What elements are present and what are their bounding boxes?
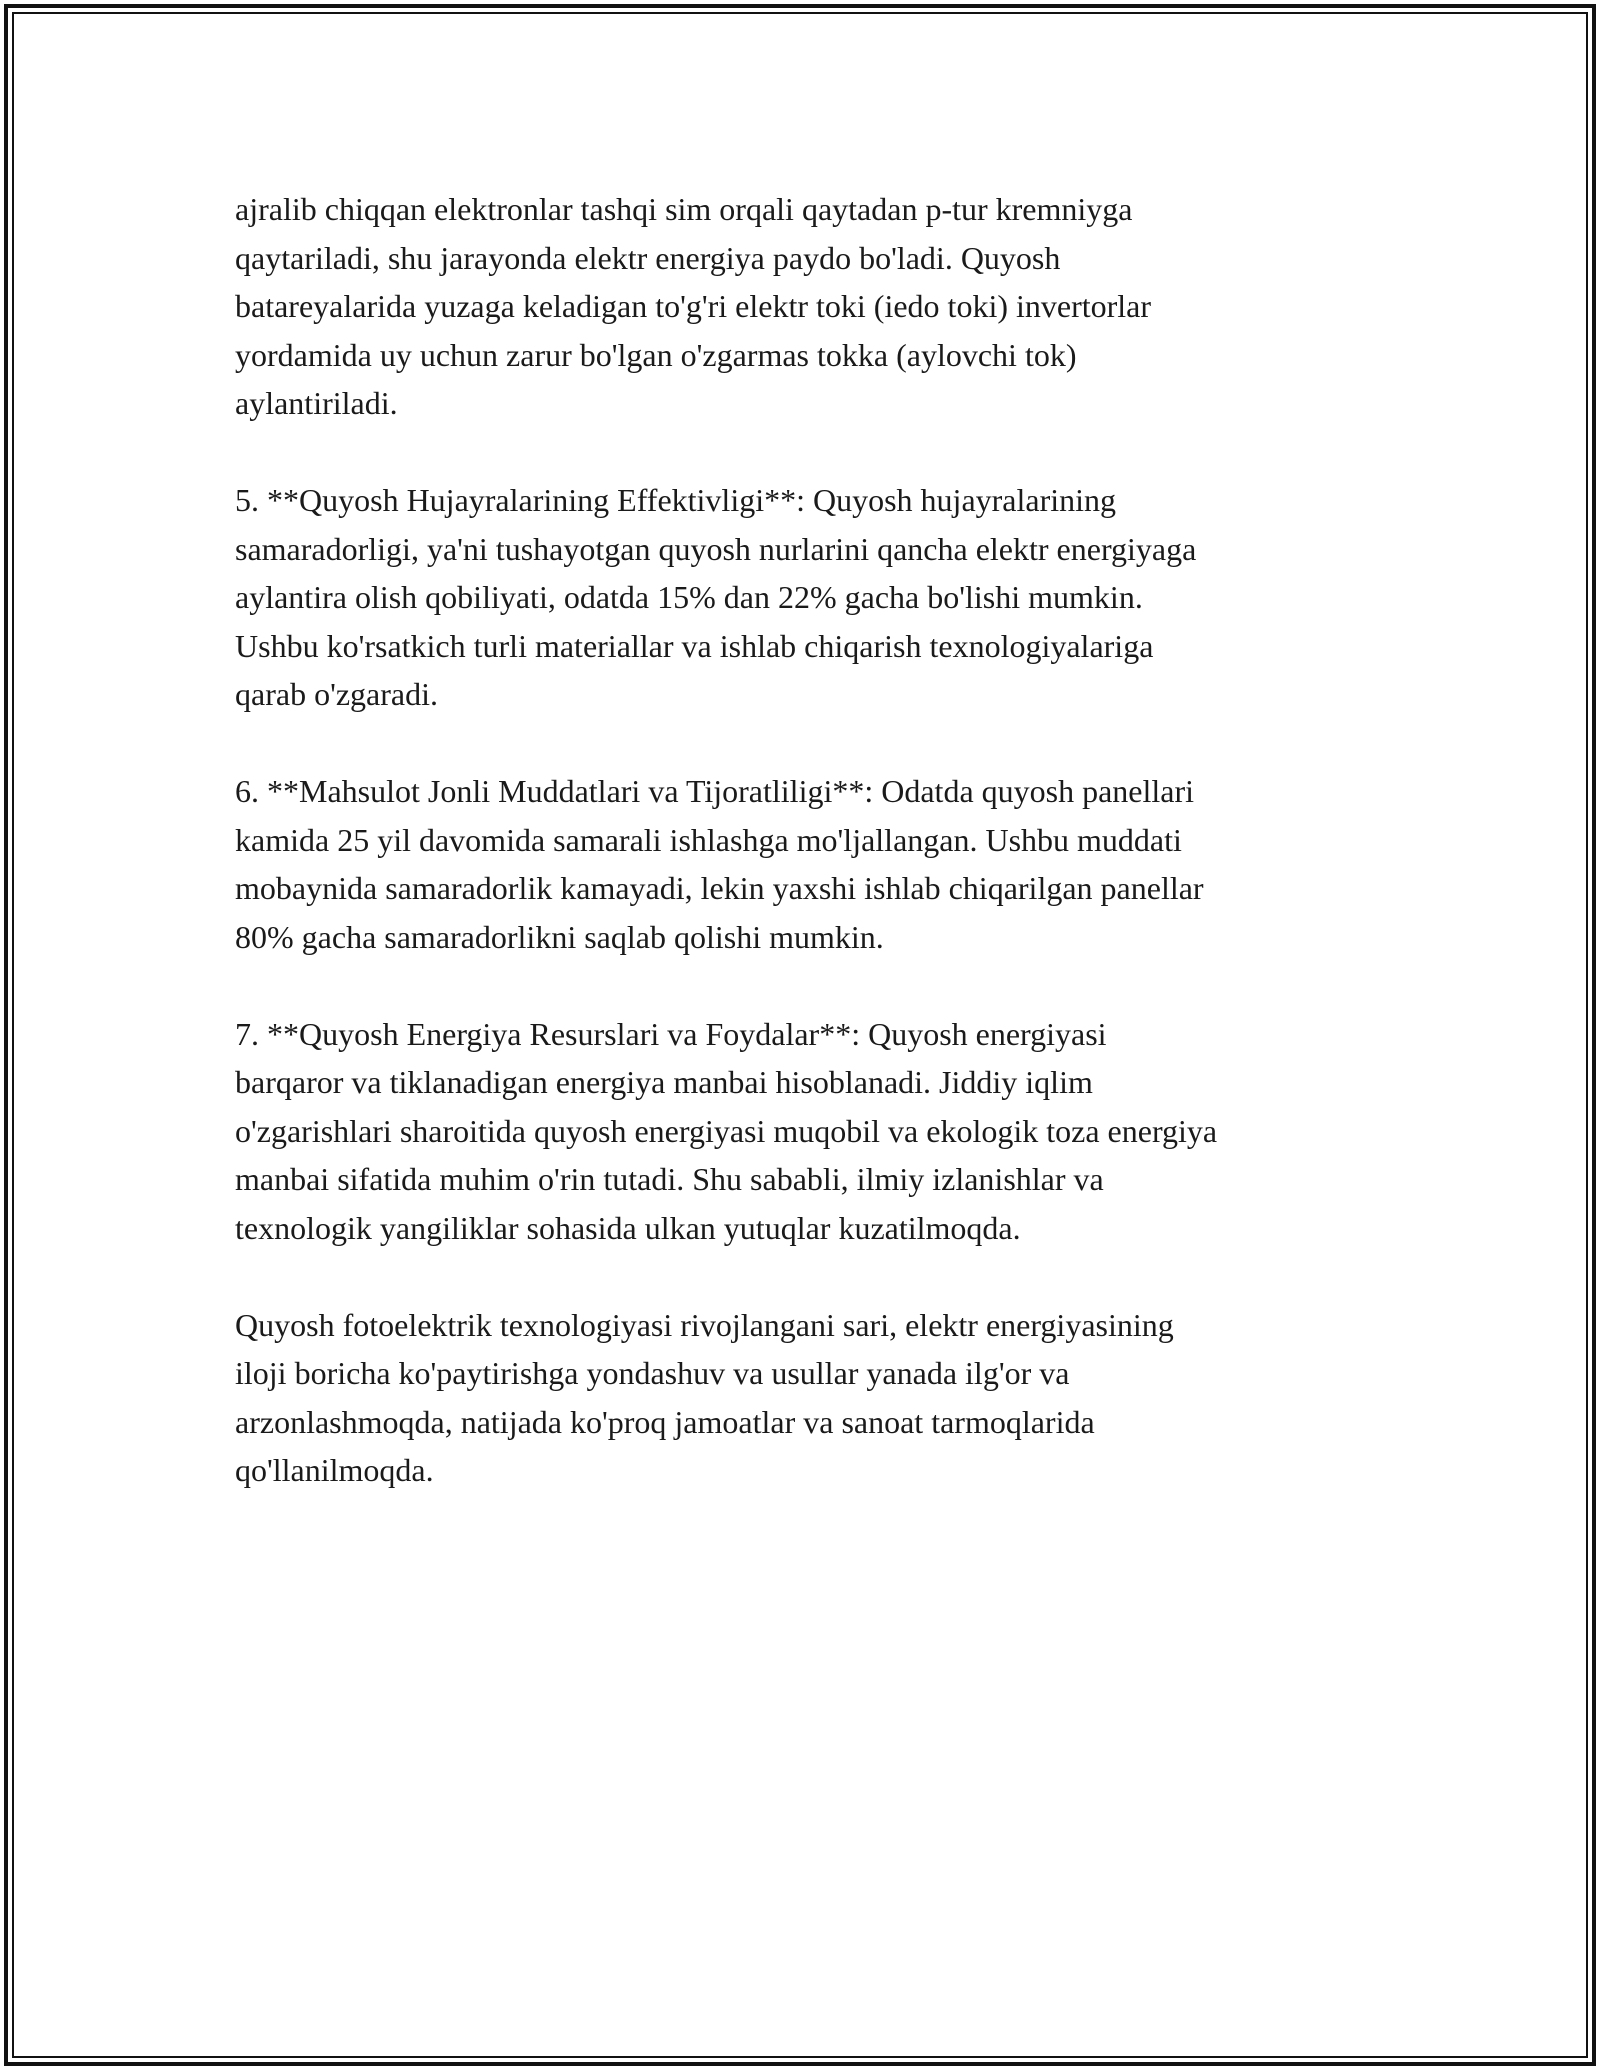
document-body (235, 185, 1415, 1543)
paragraph-continuation: ajralib chiqqan elektronlar tashqi sim orqali qaytadan p-tur kremniyga qaytariladi, shu jarayonda elektr energiya paydo bo'ladi. Quyosh batareyalarida yuzaga keladigan to'g'ri elektr toki (iedo toki) invertorlar yordamida uy uchun zarur bo'lgan o'zgarmas tokka (aylovchi tok) aylantiriladi. (235, 191, 1152, 421)
paragraph-item-6: 6. **Mahsulot Jonli Muddatlari va Tijoratliligi**: Odatda quyosh panellari kamida 25 yil davomida samarali ishlashga mo'ljallangan. Ushbu muddati mobaynida samaradorlik kamayadi, lekin yaxshi ishlab chiqarilgan panellar 80% gacha samaradorlikni saqlab qolishi mumkin. (235, 773, 1204, 955)
paragraph-conclusion: Quyosh fotoelektrik texnologiyasi rivojlangani sari, elektr energiyasining iloji boricha ko'paytirishga yondashuv va usullar yanada ilg'or va arzonlashmoqda, natijada ko'proq jamoatlar va sanoat tarmoqlarida qo'llanilmoqda. (235, 1306, 1174, 1488)
paragraph-item-5: 5. **Quyosh Hujayralarining Effektivligi**: Quyosh hujayralarining samaradorligi, ya'ni tushayotgan quyosh nurlarini qancha elektr energiyaga aylantira olish qobiliyati, odatda 15% dan 22% gacha bo'lishi mumkin. Ushbu ko'rsatkich turli materiallar va ishlab chiqarish texnologiyalariga qarab o'zgaradi. (235, 482, 1197, 712)
paragraph-item-7: 7. **Quyosh Energiya Resurslari va Foydalar**: Quyosh energiyasi barqaror va tiklanadigan energiya manbai hisoblanadi. Jiddiy iqlim o'zgarishlari sharoitida quyosh energiyasi muqobil va ekologik toza energiya manbai sifatida muhim o'rin tutadi. Shu sababli, ilmiy izlanishlar va texnologik yangiliklar sohasida ulkan yutuqlar kuzatilmoqda. (235, 1015, 1218, 1246)
